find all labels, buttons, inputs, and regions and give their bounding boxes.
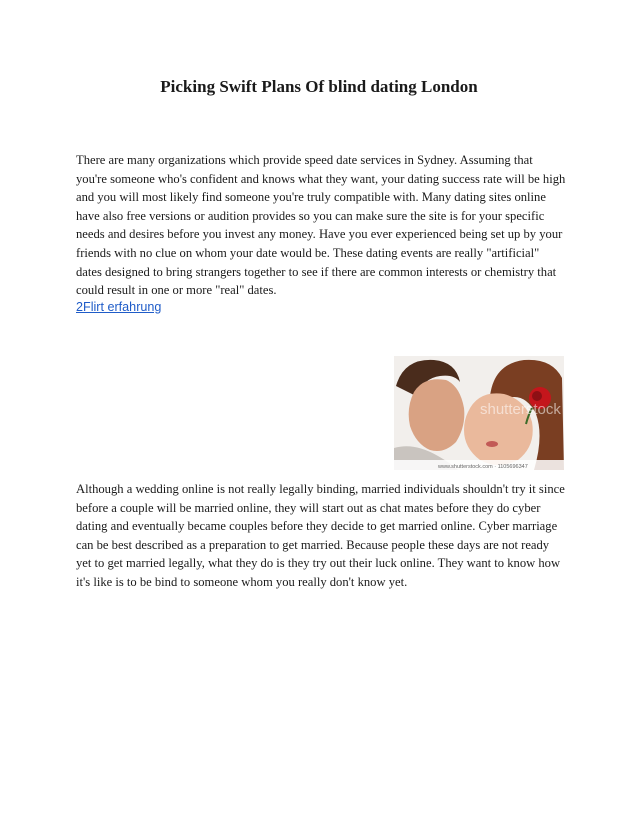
image-caption: www.shutterstock.com · 1105696347 xyxy=(438,464,528,470)
page-title: Picking Swift Plans Of blind dating London xyxy=(160,77,478,96)
body-paragraph-1: There are many organizations which provide speed date services in Sydney. Assuming that you're someone who's confident and knows what they want, your dating success rate will be high and you will most likely find someone you're truly compatible with. Many dating sites online have also free versions or audition provides so you can make sure the site is for your specific needs and desires before you invest any money. Have you ever experienced being set up by your friends with no clue on whom your date would be. These dating events are really "artificial" dates designed to bring strangers together to see if there are common interests or chemistry that could result in one or more "real" dates. xyxy=(76,153,566,298)
body-paragraph-2: Although a wedding online is not really legally binding, married individuals shouldn't try it since before a couple will be married online, they will start out as chat mates before they do cyber dating and eventually became couples before they decide to get married online. Cyber marriage can be best described as a preparation to get married. Because people these days are not ready yet to get married legally, what they do is they try out their luck online. They want to know how it's like is to be bind to someone whom you really don't know yet. xyxy=(76,482,565,589)
woman-lips-shape xyxy=(486,441,498,447)
watermark-text: shutterstock xyxy=(480,401,561,418)
erfahrung-link[interactable]: 2Flirt erfahrung xyxy=(76,300,162,314)
couple-photo xyxy=(394,356,564,470)
